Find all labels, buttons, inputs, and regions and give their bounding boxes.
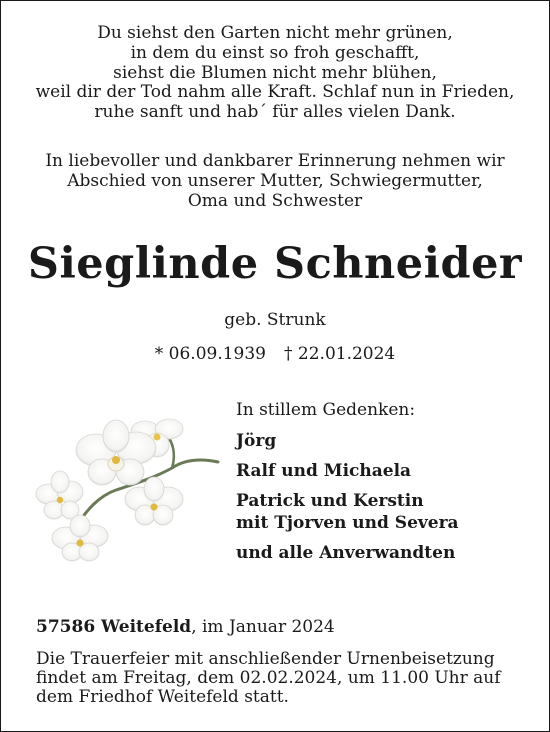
poem-line: Du siehst den Garten nicht mehr grünen, bbox=[97, 23, 453, 43]
death-date: † 22.01.2024 bbox=[284, 344, 396, 364]
mourners-block bbox=[236, 400, 459, 564]
ceremony-info bbox=[36, 650, 501, 707]
life-dates bbox=[0, 344, 550, 364]
ceremony-line: dem Friedhof Weitefeld statt. bbox=[36, 687, 289, 707]
birth-date: * 06.09.1939 bbox=[154, 344, 266, 364]
birth-name: geb. Strunk bbox=[224, 310, 326, 330]
intro-line: In liebevoller und dankbarer Erinnerung nehmen wir bbox=[45, 151, 505, 171]
intro-text bbox=[0, 152, 550, 211]
poem-line: siehst die Blumen nicht mehr blühen, bbox=[113, 62, 437, 83]
memorial-poem bbox=[0, 24, 550, 123]
place-location: 57586 Weitefeld bbox=[36, 617, 192, 637]
mourner-name: und alle Anverwandten bbox=[236, 543, 456, 563]
mourner-name: Patrick und Kerstin bbox=[236, 491, 424, 511]
place-month: , im Januar 2024 bbox=[191, 617, 335, 637]
ceremony-line: Die Trauerfeier mit anschließender Urnenbeisetzung bbox=[36, 649, 495, 669]
place-date bbox=[36, 617, 335, 637]
poem-line: ruhe sanft und hab´ für alles vielen Dank. bbox=[94, 102, 456, 123]
mourner-name: Ralf und Michaela bbox=[236, 461, 412, 481]
mourner-name: Jörg bbox=[236, 431, 277, 451]
intro-line: Abschied von unserer Mutter, Schwiegermutter, bbox=[67, 170, 483, 191]
mourner-name: mit Tjorven und Severa bbox=[236, 513, 459, 533]
ceremony-line: findet am Freitag, dem 02.02.2024, um 11.00 Uhr auf bbox=[36, 668, 501, 688]
deceased-name: Sieglinde Schneider bbox=[27, 239, 523, 289]
intro-line: Oma und Schwester bbox=[187, 190, 363, 211]
mourners-heading: In stillem Gedenken: bbox=[236, 400, 416, 420]
orchid-flower-icon bbox=[34, 410, 224, 570]
poem-line: weil dir der Tod nahm alle Kraft. Schlaf nun in Frieden, bbox=[35, 82, 515, 103]
poem-line: in dem du einst so froh geschafft, bbox=[130, 42, 420, 63]
